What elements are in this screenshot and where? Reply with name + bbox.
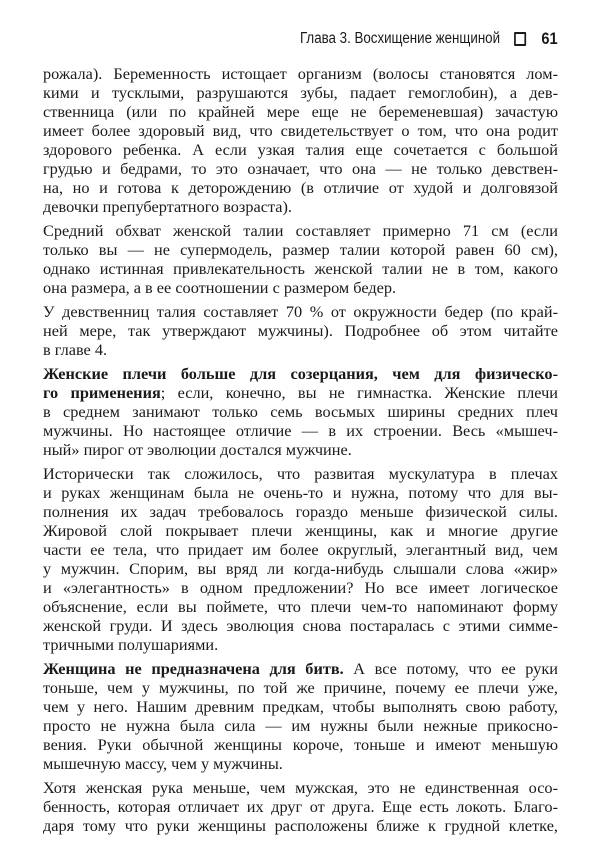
body-text: У девственниц талия составляет 70 % от окружности бедер (по край-: [43, 302, 558, 321]
body-text: ; если, конечно, вы не гимнастка. Женские плечи: [160, 383, 558, 402]
body-text: А все потому, что ее руки: [343, 659, 558, 678]
bold-lead-text: го применения: [43, 383, 161, 402]
body-text: на, но и готова к деторождению (в отличие от худой и долговязой: [43, 178, 558, 197]
text-line: [43, 616, 558, 635]
body-text: чем у него. Нашим древним предкам, чтобы выполнять свою работу,: [43, 697, 558, 716]
text-line: [43, 197, 558, 216]
body-text: только вы — не супермодель, размер талии которой равен 60 см),: [43, 240, 558, 259]
text-line: [43, 521, 558, 540]
paragraph: [43, 302, 558, 359]
body-text: мужчины. Но настоящее отличие — в их строении. Весь «мышеч-: [43, 421, 558, 440]
body-text: ный» пирог от эволюции достался мужчине.: [43, 440, 352, 459]
body-text: ственница (или по крайней мере еще не беременевшая) зачастую: [43, 102, 558, 121]
body-text: объяснение, если вы поймете, что плечи чем-то напоминают форму: [43, 597, 558, 616]
text-line: [43, 502, 558, 521]
body-text: здорового ребенка. А если узкая талия еще сочетается с большой: [43, 140, 558, 159]
running-title: Глава 3. Восхищение женщиной: [300, 30, 501, 47]
paragraph: [43, 778, 558, 835]
text-line: [43, 464, 558, 483]
text-line: [43, 140, 558, 159]
body-text: и руках женщинам была не очень-то и нужна, потому что для вы-: [43, 483, 558, 502]
text-line: [43, 83, 558, 102]
text-line: [43, 635, 558, 654]
text-line: [43, 278, 558, 297]
text-line: [43, 678, 558, 697]
text-line: [43, 64, 558, 83]
body-text: Средний обхват женской талии составляет примерно 71 см (если: [43, 221, 558, 240]
body-text: она размера, а в ее соотношении с размером бедер.: [43, 278, 397, 297]
page-body: [43, 64, 558, 840]
body-text: тоньше, чем у мужчины, по той же причине, почему ее плечи у́же,: [43, 678, 558, 697]
square-bullet-icon: [514, 32, 526, 46]
text-line: [43, 340, 558, 359]
text-line: [43, 402, 558, 421]
text-line: [43, 440, 558, 459]
paragraph: [43, 64, 558, 216]
text-line: [43, 735, 558, 754]
text-line: [43, 221, 558, 240]
text-line: [43, 816, 558, 835]
paragraph: [43, 659, 558, 773]
text-line: [43, 102, 558, 121]
body-text: в среднем занимают только семь восьмых ширины средних плеч: [43, 402, 558, 421]
text-line: [43, 121, 558, 140]
body-text: имеет более здоровый вид, что свидетельствует о том, что она родит: [43, 121, 558, 140]
paragraph: [43, 464, 558, 654]
body-text: мышечную массу, чем у мужчины.: [43, 754, 283, 773]
text-line: [43, 540, 558, 559]
text-line: [43, 240, 558, 259]
text-line: [43, 754, 558, 773]
body-text: девочки препубертатного возраста).: [43, 197, 292, 216]
body-text: рожала). Беременность истощает организм (волосы становятся лом-: [43, 64, 558, 83]
text-line: [43, 483, 558, 502]
body-text: просто не нужна была сила — им нужны были нежные прикосно-: [43, 716, 558, 735]
text-line: [43, 659, 558, 678]
body-text: вения. Руки обычной женщины короче, тоньше и имеют меньшую: [43, 735, 558, 754]
text-line: [43, 259, 558, 278]
body-text: Хотя женская рука меньше, чем мужская, это не единственная осо-: [43, 778, 558, 797]
body-text: ней мере, так утверждают мужчины). Подробнее об этом читайте: [43, 321, 558, 340]
text-line: [43, 716, 558, 735]
text-line: [43, 159, 558, 178]
text-line: [43, 421, 558, 440]
text-line: [43, 364, 558, 383]
text-line: [43, 597, 558, 616]
text-line: [43, 797, 558, 816]
text-line: [43, 778, 558, 797]
bold-lead-text: Женщина не предназначена для битв.: [43, 659, 344, 678]
text-line: [43, 697, 558, 716]
body-text: даря тому что руки женщины расположены ближе к грудной клетке,: [43, 816, 558, 835]
text-line: [43, 321, 558, 340]
body-text: женской груди. И здесь эволюция снова постаралась с этими симме-: [43, 616, 558, 635]
text-line: [43, 178, 558, 197]
body-text: Жировой слой покрывает плечи женщины, как и многие другие: [43, 521, 558, 540]
text-line: [43, 578, 558, 597]
body-text: грудью и бедрами, то это означает, что она — не только девствен-: [43, 159, 558, 178]
body-text: полнения их задач требовалось гораздо меньше физической силы.: [43, 502, 558, 521]
body-text: кими и тусклыми, разрушаются зубы, падает гемоглобин), а дев-: [43, 83, 558, 102]
body-text: бенность, которая отличает их друг от друга. Еще есть локоть. Благо-: [43, 797, 558, 816]
body-text: Исторически так сложилось, что развитая мускулатура в плечах: [43, 464, 558, 483]
body-text: однако истинная привлекательность женской талии не в том, какого: [43, 259, 558, 278]
body-text: у мужчин. Спорим, вы вряд ли когда-нибудь слышали слова «жир»: [43, 559, 558, 578]
bold-lead-text: Женские плечи больше для созерцания, чем для физическо-: [43, 364, 558, 383]
body-text: части ее тела, что придает им более округлый, элегантный вид, чем: [43, 540, 558, 559]
paragraph: [43, 364, 558, 459]
body-text: и «элегантность» в одном предложении? Но все имеет логическое: [43, 578, 558, 597]
body-text: тричными полушариями.: [43, 635, 219, 654]
text-line: [43, 383, 558, 402]
paragraph: [43, 221, 558, 297]
text-line: [43, 559, 558, 578]
body-text: в главе 4.: [43, 340, 108, 359]
text-line: [43, 302, 558, 321]
page-number: 61: [541, 29, 558, 48]
running-header: [300, 29, 558, 49]
